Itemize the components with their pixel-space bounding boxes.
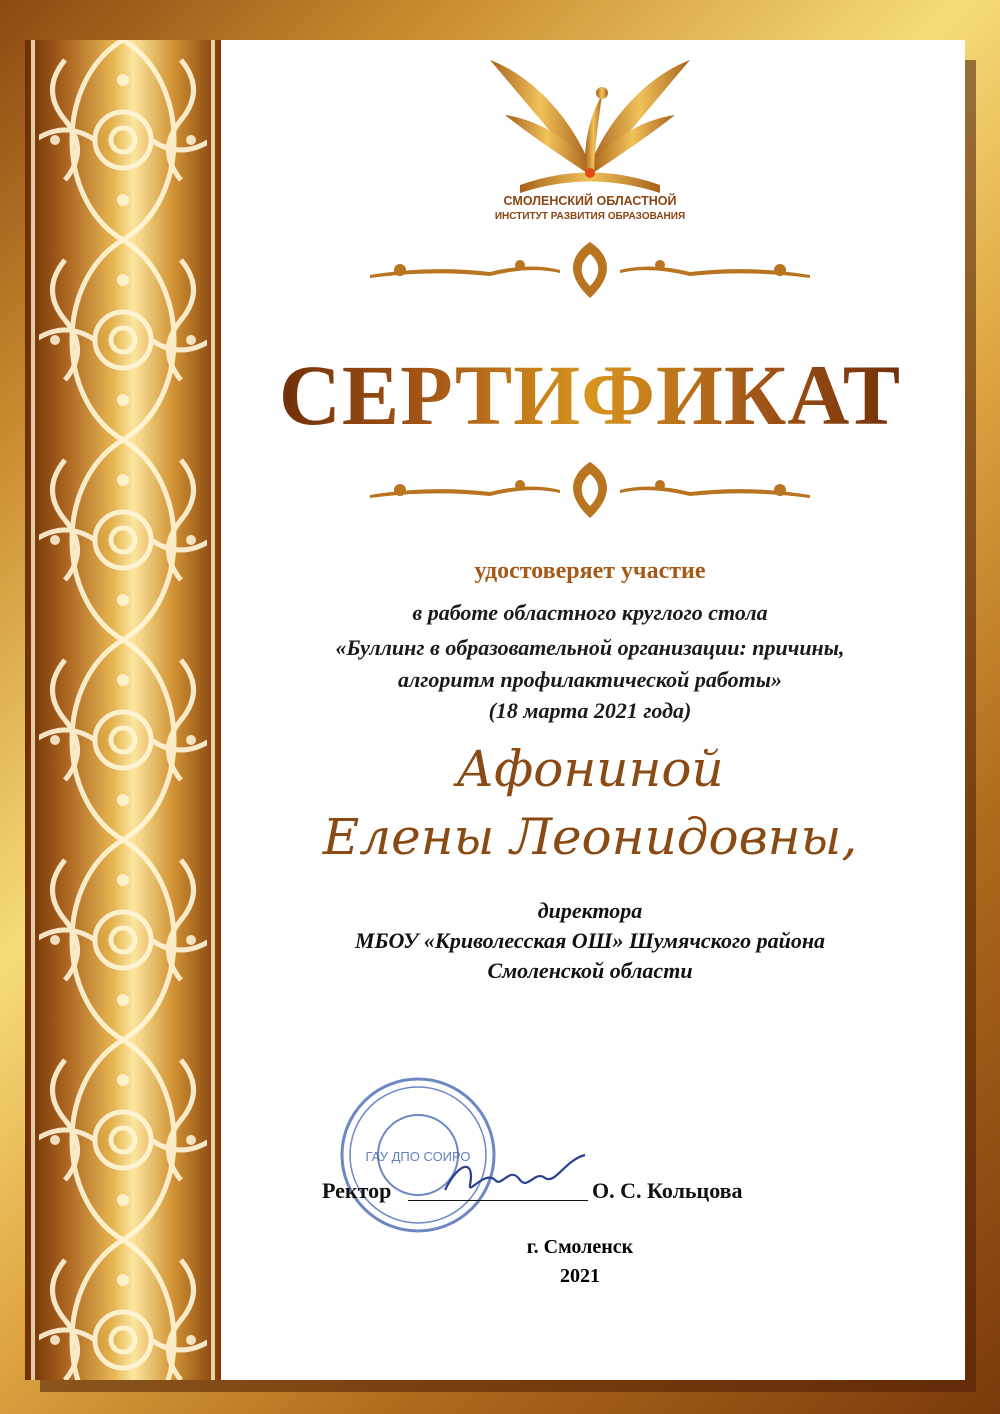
recipient-surname: Афониной [456,740,724,798]
certificate-title: СЕРТИФИКАТ [260,345,920,445]
bottom-ornament-icon [370,460,810,520]
handwritten-signature-icon [440,1140,590,1210]
top-ornament-icon [370,240,810,300]
rector-name: О. С. Кольцова [592,1178,743,1203]
recipient-given-names: Елены Леонидовны, [322,808,858,866]
event-line2: «Буллинг в образовательной организации: причины, [335,635,845,660]
event-line3: алгоритм профилактической работы» [398,667,782,692]
ornament-pattern [25,40,221,1380]
position-line1: директора [537,898,643,923]
event-line1: в работе областного круглого стола [412,600,768,625]
rector-label: Ректор [322,1178,392,1203]
city: г. Смоленск [526,1236,634,1258]
seal-text: ГАУ ДПО СОИРО [365,1149,471,1164]
logo-line2: ИНСТИТУТ РАЗВИТИЯ ОБРАЗОВАНИЯ [494,211,686,222]
year: 2021 [560,1265,600,1287]
certifies-text: удостоверяет участие [474,558,706,584]
position-line3: Смоленской области [487,958,693,983]
position-line2: МБОУ «Криволесская ОШ» Шумячского района [354,928,826,953]
logo-line1: СМОЛЕНСКИЙ ОБЛАСТНОЙ [503,194,677,208]
event-date: (18 марта 2021 года) [488,698,692,723]
ornament-band [25,40,221,1380]
